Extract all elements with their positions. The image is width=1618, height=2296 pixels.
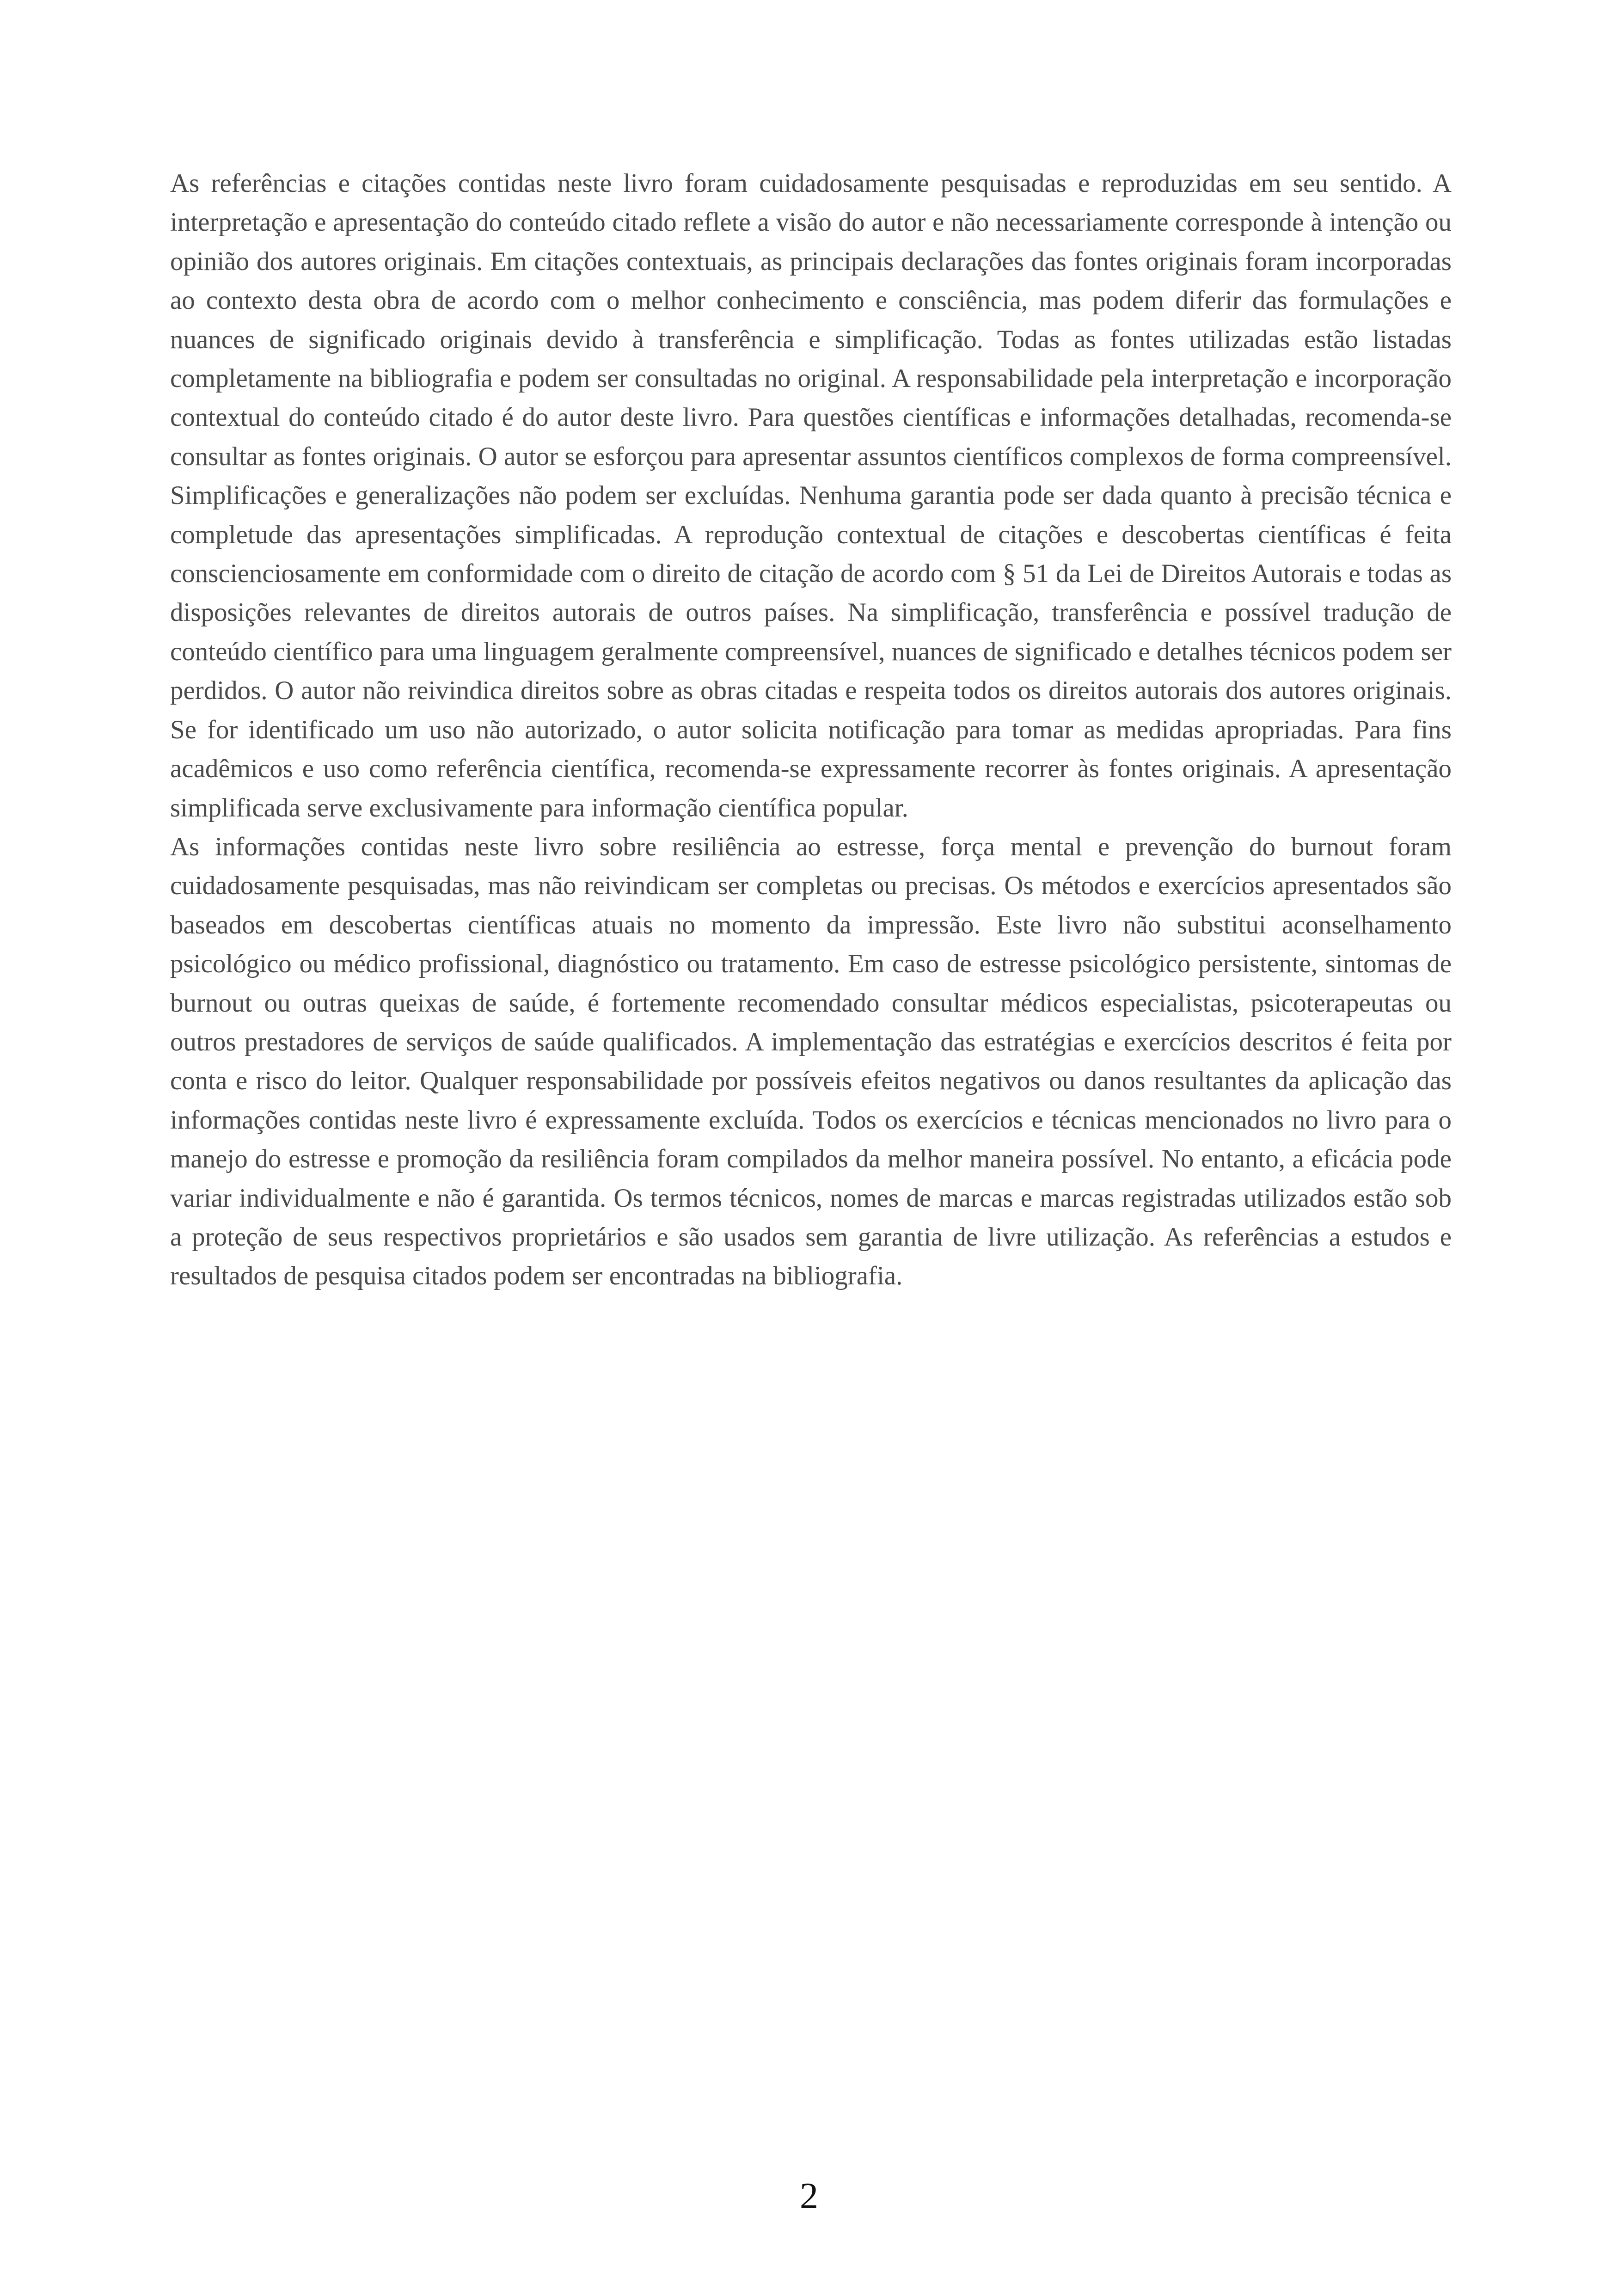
page-number: 2 xyxy=(800,2176,818,2216)
body-text xyxy=(170,164,1452,1296)
paragraph-citations-disclaimer: As referências e citações contidas neste livro foram cuidadosamente pesquisadas e reproduzidas em seu sentido. A interpretação e apresentação do conteúdo citado reflete a visão do autor e não necessariamente corresponde à intenção ou opinião dos autores originais. Em citações contextuais, as principais declarações das fontes originais foram incorporadas ao contexto desta obra de acordo com o melhor conhecimento e consciência, mas podem diferir das formulações e nuances de significado originais devido à transferência e simplificação. Todas as fontes utilizadas estão listadas completamente na bibliografia e podem ser consultadas no original. A responsabilidade pela interpretação e incorporação contextual do conteúdo citado é do autor deste livro. Para questões científicas e informações detalhadas, recomenda-se consultar as fontes originais. O autor se esforçou para apresentar assuntos científicos complexos de forma compreensível. Simplificações e generalizações não podem ser excluídas. Nenhuma garantia pode ser dada quanto à precisão técnica e completude das apresentações simplificadas. A reprodução contextual de citações e descobertas científicas é feita conscienciosamente em conformidade com o direito de citação de acordo com § 51 da Lei de Direitos Autorais e todas as disposições relevantes de direitos autorais de outros países. Na simplificação, transferência e possível tradução de conteúdo científico para uma linguagem geralmente compreensível, nuances de significado e detalhes técnicos podem ser perdidos. O autor não reivindica direitos sobre as obras citadas e respeita todos os direitos autorais dos autores originais. Se for identificado um uso não autorizado, o autor solicita notificação para tomar as medidas apropriadas. Para fins acadêmicos e uso como referência científica, recomenda-se expressamente recorrer às fontes originais. A apresentação simplificada serve exclusivamente para informação científica popular. xyxy=(170,169,1452,823)
paragraph-health-disclaimer: As informações contidas neste livro sobre resiliência ao estresse, força mental e prevenção do burnout foram cuidadosamente pesquisadas, mas não reivindicam ser completas ou precisas. Os métodos e exercícios apresentados são baseados em descobertas científicas atuais no momento da impressão. Este livro não substitui aconselhamento psicológico ou médico profissional, diagnóstico ou tratamento. Em caso de estresse psicológico persistente, sintomas de burnout ou outras queixas de saúde, é fortemente recomendado consultar médicos especialistas, psicoterapeutas ou outros prestadores de serviços de saúde qualificados. A implementação das estratégias e exercícios descritos é feita por conta e risco do leitor. Qualquer responsabilidade por possíveis efeitos negativos ou danos resultantes da aplicação das informações contidas neste livro é expressamente excluída. Todos os exercícios e técnicas mencionados no livro para o manejo do estresse e promoção da resiliência foram compilados da melhor maneira possível. No entanto, a eficácia pode variar individualmente e não é garantida. Os termos técnicos, nomes de marcas e marcas registradas utilizados estão sob a proteção de seus respectivos proprietários e são usados sem garantia de livre utilização. As referências a estudos e resultados de pesquisa citados podem ser encontradas na bibliografia. xyxy=(170,832,1452,1291)
